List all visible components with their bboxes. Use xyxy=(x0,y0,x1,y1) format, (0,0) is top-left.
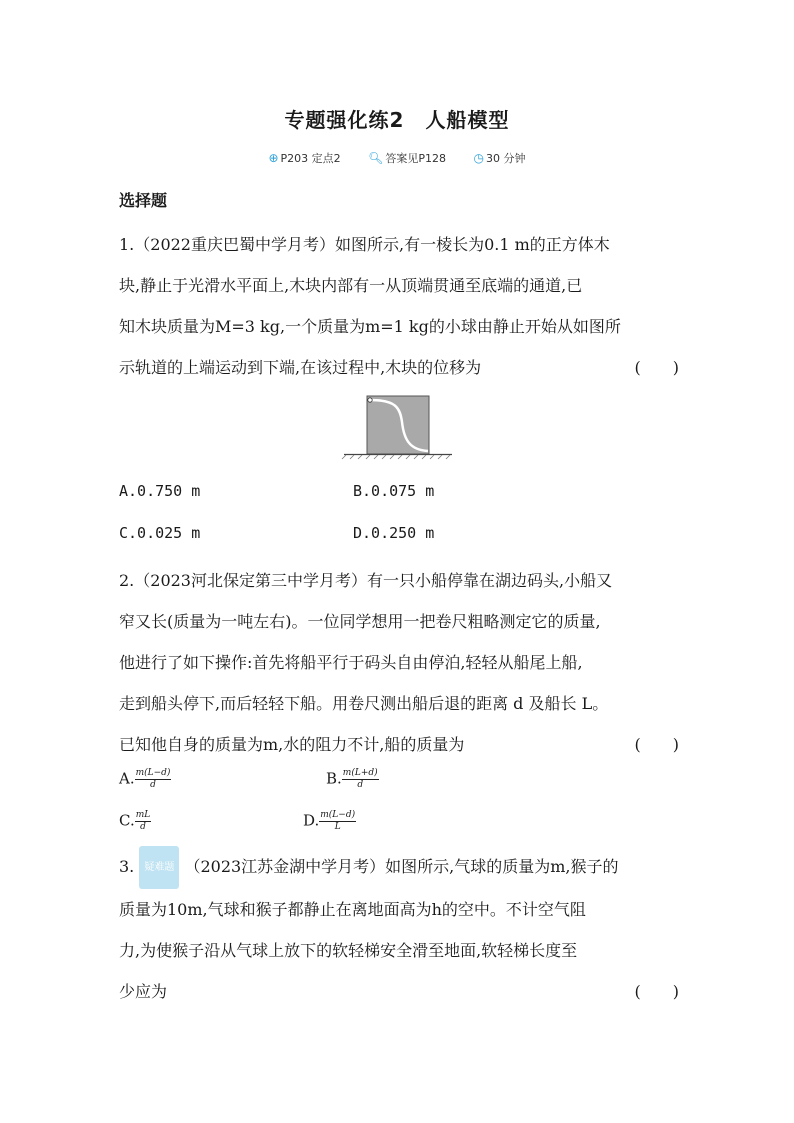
page-title: 专题强化练2 人船模型 xyxy=(284,108,510,132)
meta-answer: 🔍︎ 答案见P128 xyxy=(368,151,447,165)
meta-ref: ⊕ P203 定点2 xyxy=(268,151,341,165)
meta-bar xyxy=(0,150,794,166)
q1-option-a: A.0.750 m xyxy=(119,482,201,500)
clock-icon: ◷ xyxy=(473,151,485,165)
q2-answer-blank: ( ) xyxy=(634,735,679,754)
question-2 xyxy=(119,560,679,765)
q1-option-c: C.0.025 m xyxy=(119,524,201,542)
q2-option-c: C. $\frac{mL}{d}$ xyxy=(119,810,151,832)
q2-line-2: 窄又长(质量为一吨左右)。一位同学想用一把卷尺粗略测定它的质量, xyxy=(119,612,601,631)
fraction: $\frac{m(L-d)}{L}$ xyxy=(320,810,356,832)
q1-option-b: B.0.075 m xyxy=(353,482,435,500)
q2-line-1: 2.（2023河北保定第三中学月考）有一只小船停靠在湖边码头,小船又 xyxy=(119,571,613,590)
fraction: $\frac{m(L-d)}{d}$ xyxy=(135,768,171,790)
q3-line-3: 力,为使猴子沿从气球上放下的软轻梯安全滑至地面,软轻梯长度至 xyxy=(119,941,578,960)
difficulty-tag: 疑难题 xyxy=(139,846,179,889)
target-icon: ⊕ xyxy=(268,151,279,165)
q2-option-b: B. $\frac{m(L+d)}{d}$ xyxy=(326,768,378,790)
q1-answer-blank: ( ) xyxy=(634,358,679,377)
question-3 xyxy=(119,846,679,1012)
q1-line-2: 块,静止于光滑水平面上,木块内部有一从顶端贯通至底端的通道,已 xyxy=(119,276,583,295)
q3-line-4: 少应为 ( ) xyxy=(119,971,679,1012)
section-heading: 选择题 xyxy=(119,191,168,210)
q2-line-3: 他进行了如下操作:首先将船平行于码头自由停泊,轻轻从船尾上船, xyxy=(119,653,583,672)
q1-line-4: 示轨道的上端运动到下端,在该过程中,木块的位移为 ( ) xyxy=(119,347,679,388)
q2-option-d: D. $\frac{m(L-d)}{L}$ xyxy=(303,810,356,832)
ball xyxy=(368,398,372,402)
question-1 xyxy=(119,224,679,388)
q1-line-1: 1.（2022重庆巴蜀中学月考）如图所示,有一棱长为0.1 m的正方体木 xyxy=(119,235,610,254)
q3-line-1: 3. 疑难题 （2023江苏金湖中学月考）如图所示,气球的质量为m,猴子的 xyxy=(119,846,679,889)
q3-answer-blank: ( ) xyxy=(634,982,679,1001)
meta-time: ◷ 30 分钟 xyxy=(473,151,526,165)
q2-line-5: 已知他自身的质量为m,水的阻力不计,船的质量为 ( ) xyxy=(119,724,679,765)
q3-line-2: 质量为10m,气球和猴子都静止在离地面高为h的空中。不计空气阻 xyxy=(119,900,586,919)
search-icon: 🔍︎ xyxy=(368,151,384,165)
q1-option-d: D.0.250 m xyxy=(353,524,435,542)
q2-option-a: A. $\frac{m(L-d)}{d}$ xyxy=(119,768,171,790)
q1-line-3: 知木块质量为M=3 kg,一个质量为m=1 kg的小球由静止开始从如图所 xyxy=(119,317,621,336)
ground-hatching xyxy=(342,455,450,459)
q1-block-figure xyxy=(340,392,456,462)
fraction: $\frac{m(L+d)}{d}$ xyxy=(342,768,378,790)
q2-line-4: 走到船头停下,而后轻轻下船。用卷尺测出船后退的距离 d 及船长 L。 xyxy=(119,694,609,713)
fraction: $\frac{mL}{d}$ xyxy=(135,810,151,832)
cube-block xyxy=(367,396,429,454)
